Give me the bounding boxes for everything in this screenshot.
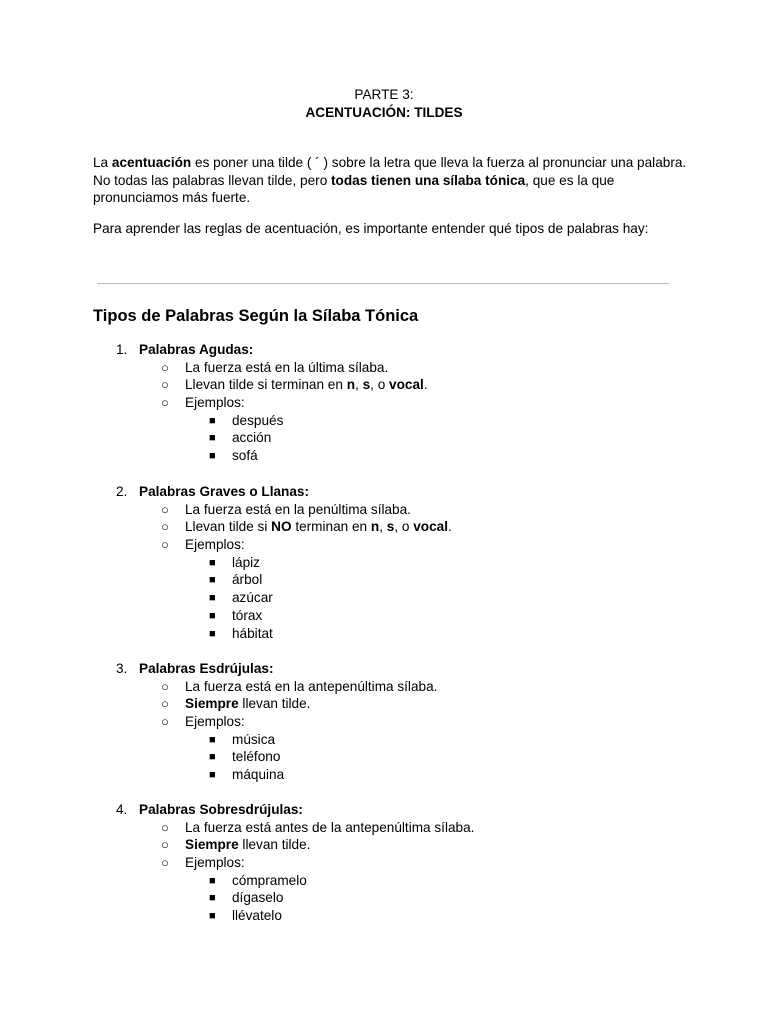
- item-title: Palabras Sobresdrújulas:: [139, 802, 303, 817]
- circle-bullet-icon: ○: [161, 377, 169, 393]
- example-item: [0, 748, 768, 766]
- sub-list-item: [0, 836, 768, 854]
- rule-bold-term: n: [346, 377, 356, 393]
- example-word: árbol: [232, 572, 263, 588]
- item-number: 4.: [116, 802, 128, 817]
- horizontal-divider: [97, 283, 669, 284]
- example-item: [0, 554, 768, 572]
- example-word: sofá: [232, 448, 258, 464]
- examples-label: Ejemplos:: [185, 395, 245, 411]
- examples-list: [0, 872, 768, 925]
- section-heading: Tipos de Palabras Según la Sílaba Tónica: [93, 307, 419, 325]
- rule-text: La fuerza está en la última sílaba.: [185, 359, 389, 375]
- rule-text-span: ,: [379, 519, 387, 535]
- example-word: máquina: [232, 767, 285, 783]
- intro-text-span: La: [93, 155, 112, 170]
- sub-list-item: [0, 695, 768, 713]
- example-item: [0, 766, 768, 784]
- sub-list: [0, 678, 768, 784]
- example-item: [0, 571, 768, 589]
- example-item: [0, 872, 768, 890]
- circle-bullet-icon: ○: [161, 359, 169, 375]
- rule-text-span: , o: [394, 519, 414, 535]
- page-title: ACENTUACIÓN: TILDES: [305, 104, 463, 120]
- example-word: hábitat: [232, 625, 273, 641]
- example-item: [0, 907, 768, 925]
- rule-bold-term: n: [370, 519, 380, 535]
- rule-bold-term: s: [362, 377, 371, 393]
- square-bullet-icon: ■: [209, 769, 216, 782]
- square-bullet-icon: ■: [209, 450, 216, 463]
- examples-label: Ejemplos:: [185, 855, 245, 871]
- rule-bold-term: NO: [271, 519, 292, 535]
- sub-list-item: [0, 394, 768, 412]
- square-bullet-icon: ■: [209, 627, 216, 640]
- item-title: Palabras Graves o Llanas:: [139, 484, 310, 499]
- intro-text-span: es poner una tilde ( ´ ) sobre la letra que lleva la fuerza al pronunciar una palabra.: [191, 155, 687, 170]
- example-word: dígaselo: [232, 890, 284, 906]
- rule-text-span: , o: [370, 377, 390, 393]
- example-word: después: [232, 412, 284, 428]
- sub-list-item: [0, 518, 768, 536]
- rule-text-span: llevan tilde.: [238, 837, 311, 853]
- rule-text-span: llevan tilde.: [238, 696, 311, 712]
- example-item: [0, 589, 768, 607]
- intro-bold-term: todas tienen una sílaba tónica: [331, 172, 526, 188]
- example-item: [0, 625, 768, 643]
- example-word: llévatelo: [232, 908, 282, 924]
- square-bullet-icon: ■: [209, 910, 216, 923]
- item-title: Palabras Esdrújulas:: [139, 661, 274, 676]
- sub-list: [0, 359, 768, 465]
- rule-text: [185, 695, 310, 713]
- square-bullet-icon: ■: [209, 733, 216, 746]
- example-word: azúcar: [232, 590, 273, 606]
- intro-text-span: , que es la que pronunciamos más fuerte.: [93, 172, 615, 205]
- intro-paragraph-1: [93, 154, 693, 207]
- examples-list: [0, 731, 768, 784]
- sub-list-item: [0, 819, 768, 837]
- intro-paragraph-2: Para aprender las reglas de acentuación, es importante entender qué tipos de palabras hay:: [93, 220, 649, 236]
- example-item: [0, 731, 768, 749]
- square-bullet-icon: ■: [209, 892, 216, 905]
- item-number: 2.: [116, 484, 128, 499]
- square-bullet-icon: ■: [209, 874, 216, 887]
- rule-text-span: Llevan tilde si terminan en: [185, 377, 347, 393]
- rule-text-span: ,: [355, 377, 363, 393]
- circle-bullet-icon: ○: [161, 519, 169, 535]
- square-bullet-icon: ■: [209, 609, 216, 622]
- example-item: [0, 889, 768, 907]
- square-bullet-icon: ■: [209, 414, 216, 427]
- sub-list-item: [0, 678, 768, 696]
- rule-text: La fuerza está antes de la antepenúltima sílaba.: [185, 819, 475, 835]
- rule-text-span: .: [447, 519, 452, 535]
- example-word: tórax: [232, 607, 263, 623]
- example-item: [0, 412, 768, 430]
- sub-list-item: [0, 376, 768, 394]
- example-word: cómpramelo: [232, 872, 307, 888]
- document-header: [0, 86, 768, 121]
- example-word: música: [232, 731, 276, 747]
- rule-bold-term: vocal: [389, 377, 424, 393]
- square-bullet-icon: ■: [209, 592, 216, 605]
- circle-bullet-icon: ○: [161, 395, 169, 411]
- sub-list: [0, 819, 768, 925]
- square-bullet-icon: ■: [209, 751, 216, 764]
- circle-bullet-icon: ○: [161, 678, 169, 694]
- example-word: lápiz: [232, 554, 260, 570]
- rule-text-span: Llevan tilde si: [185, 519, 272, 535]
- example-item: [0, 447, 768, 465]
- examples-list: [0, 412, 768, 465]
- circle-bullet-icon: ○: [161, 501, 169, 517]
- rule-bold-term: vocal: [413, 519, 448, 535]
- intro-bold-term: acentuación: [111, 155, 192, 170]
- rule-text: [185, 376, 428, 394]
- intro-text: [93, 154, 693, 237]
- sub-list-item: [0, 359, 768, 377]
- circle-bullet-icon: ○: [161, 537, 169, 553]
- circle-bullet-icon: ○: [161, 696, 169, 712]
- circle-bullet-icon: ○: [161, 819, 169, 835]
- rule-bold-term: s: [386, 519, 395, 535]
- example-word: teléfono: [232, 749, 281, 765]
- item-number: 3.: [116, 661, 128, 676]
- examples-label: Ejemplos:: [185, 714, 245, 730]
- sub-list-item: [0, 713, 768, 731]
- examples-label: Ejemplos:: [185, 537, 245, 553]
- example-item: [0, 607, 768, 625]
- circle-bullet-icon: ○: [161, 837, 169, 853]
- item-title: Palabras Agudas:: [139, 342, 254, 357]
- sub-list-item: [0, 536, 768, 554]
- rule-text: La fuerza está en la antepenúltima sílaba.: [185, 678, 438, 694]
- example-word: acción: [232, 430, 272, 446]
- rule-bold-term: Siempre: [185, 696, 239, 712]
- rule-text-span: terminan en: [291, 519, 371, 535]
- circle-bullet-icon: ○: [161, 855, 169, 871]
- item-number: 1.: [116, 342, 128, 357]
- sub-list-item: [0, 501, 768, 519]
- rule-text: La fuerza está en la penúltima sílaba.: [185, 501, 411, 517]
- square-bullet-icon: ■: [209, 432, 216, 445]
- rule-text: [185, 836, 310, 854]
- sub-list-item: [0, 854, 768, 872]
- examples-list: [0, 554, 768, 642]
- rule-text: [185, 518, 452, 536]
- square-bullet-icon: ■: [209, 556, 216, 569]
- part-label: PARTE 3:: [354, 87, 414, 102]
- rule-bold-term: Siempre: [185, 837, 239, 853]
- rule-text-span: .: [423, 377, 428, 393]
- intro-text-span: No todas las palabras llevan tilde, pero: [93, 172, 332, 188]
- example-item: [0, 429, 768, 447]
- circle-bullet-icon: ○: [161, 714, 169, 730]
- sub-list: [0, 501, 768, 643]
- square-bullet-icon: ■: [209, 574, 216, 587]
